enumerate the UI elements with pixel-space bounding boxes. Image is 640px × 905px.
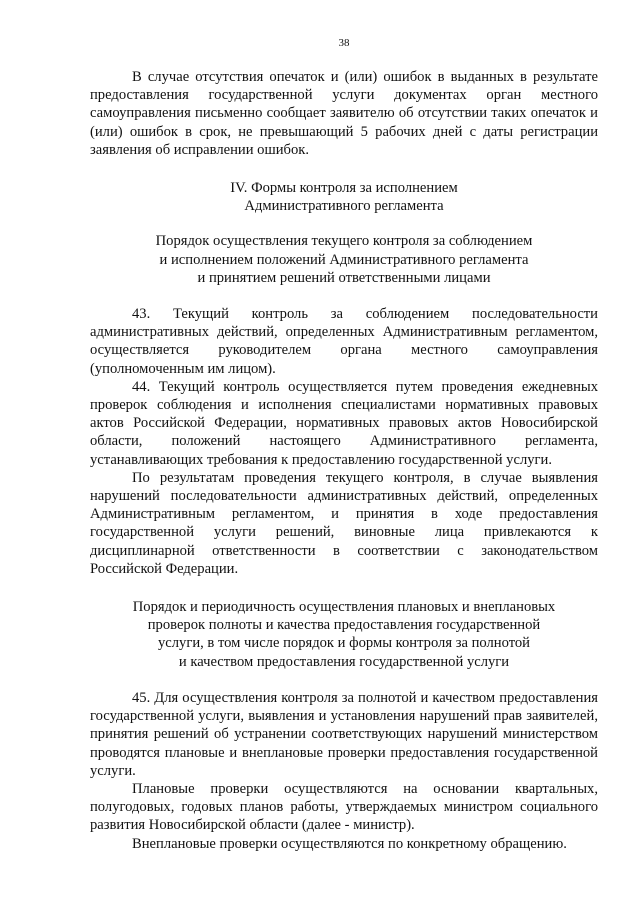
paragraph-44: 44. Текущий контроль осуществляется путем проведения ежедневных проверок соблюдения и исполнения специалистами нормативных правовых актов Российской Федерации, нормативных правовых актов Новосибирской области, положений настоящего Административного регламента, устанавливающих требования к предоставлению государственной услуги.	[90, 378, 598, 468]
spacer	[90, 215, 598, 232]
subsection2-title-line-2: проверок полноты и качества предоставления государственной	[147, 617, 541, 634]
paragraph-planned-checks: Плановые проверки осуществляются на основании квартальных, полугодовых, годовых планов работы, утверждаемых министром социального развития Новосибирской области (далее - министр).	[90, 780, 598, 834]
paragraph-control-results: По результатам проведения текущего контроля, в случае выявления нарушений последовательности административных действий, определенных Административным регламентом, и принятия в ходе предоставления государственной услуги решений, виновные лица привлекаются к дисциплинарной ответственности в соответствии с законодательством Российской Федерации.	[90, 469, 598, 577]
subsection1-title-line-3: и принятием решений ответственными лицами	[197, 269, 491, 286]
section-title-line-2: Административного регламента	[244, 198, 444, 215]
subsection-title-current-control	[90, 232, 598, 287]
subsection1-title-line-2: и исполнением положений Административного регламента	[159, 251, 529, 268]
spacer	[90, 159, 598, 179]
paragraph-43: 43. Текущий контроль за соблюдением последовательности административных действий, определенных Административным регламентом, осуществляется руководителем органа местного самоуправления (уполномоченным им лицом).	[90, 306, 598, 377]
subsection2-title-line-1: Порядок и периодичность осуществления плановых и внеплановых	[132, 599, 556, 616]
subsection2-title-line-4: и качеством предоставления государственной услуги	[178, 653, 510, 670]
subsection2-title-line-3: услуги, в том числе порядок и формы контроля за полнотой	[157, 635, 530, 652]
page-number: 38	[338, 37, 350, 49]
paragraph-unplanned-checks: Внеплановые проверки осуществляются по конкретному обращению.	[132, 835, 567, 852]
spacer	[90, 578, 598, 598]
section-title	[90, 179, 598, 215]
section-title-line-1: IV. Формы контроля за исполнением	[230, 180, 458, 197]
spacer	[90, 287, 598, 305]
paragraph-45: 45. Для осуществления контроля за полнотой и качеством предоставления государственной услуги, выявления и установления нарушений прав заявителей, принятия решений об устранении соответствующих нарушений министерством проводятся плановые и внеплановые проверки предоставления государственной услуги.	[90, 689, 598, 779]
subsection-title-planned-checks	[90, 598, 598, 671]
intro-paragraph: В случае отсутствия опечаток и (или) ошибок в выданных в результате предоставления государственной услуги документах орган местного самоуправления письменно сообщает заявителю об отсутствии таких опечаток и (или) ошибок в срок, не превышающий 5 рабочих дней с даты регистрации заявления об исправлении ошибок.	[90, 69, 598, 158]
spacer	[90, 671, 598, 689]
subsection1-title-line-1: Порядок осуществления текущего контроля за соблюдением	[155, 233, 533, 250]
